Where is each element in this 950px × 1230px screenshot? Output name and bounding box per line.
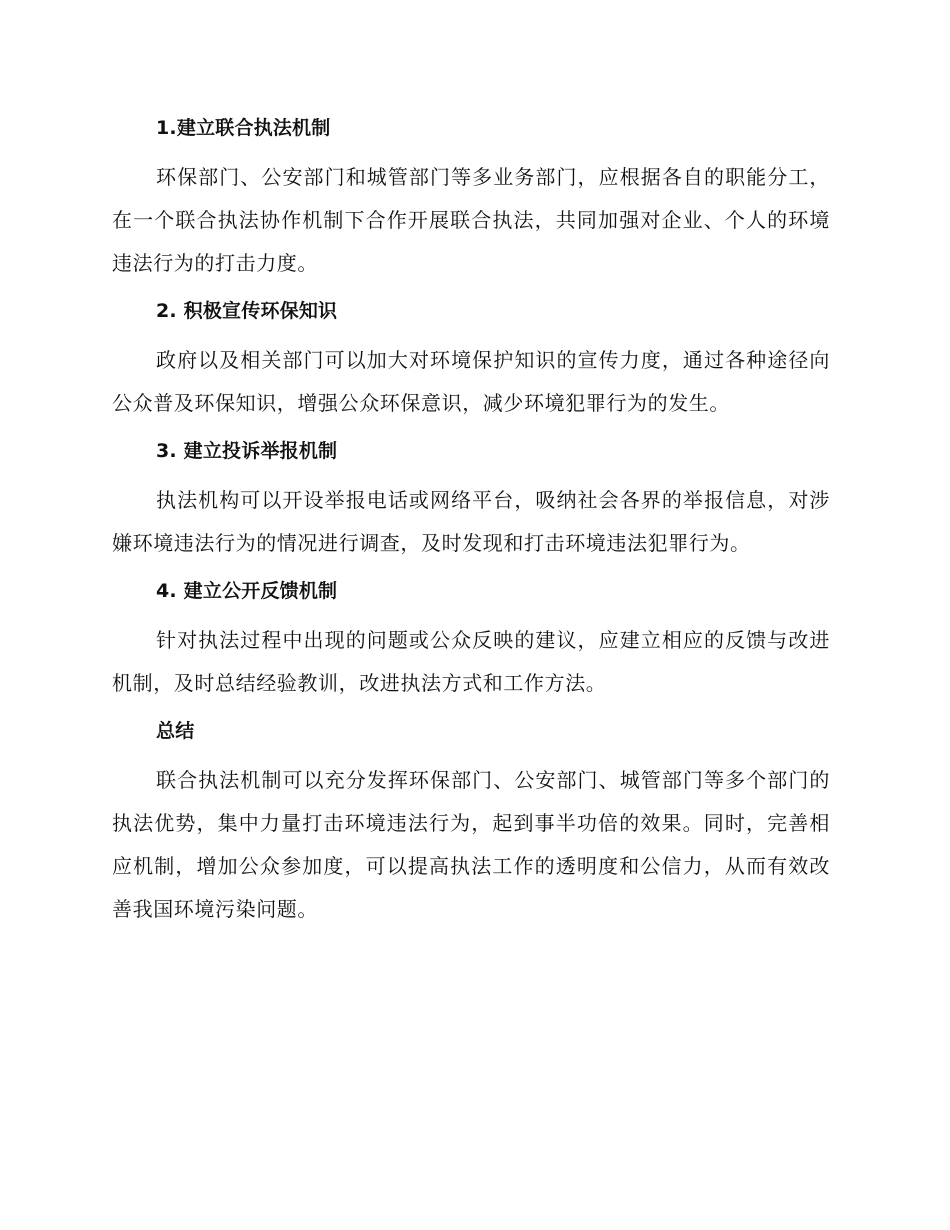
section-paragraph-public-feedback: 针对执法过程中出现的问题或公众反映的建议，应建立相应的反馈与改进机制，及时总结经验教训，改进执法方式和工作方法。	[112, 628, 830, 695]
section-heading-joint-enforcement: 1.建立联合执法机制	[156, 117, 331, 139]
section-paragraph-summary: 联合执法机制可以充分发挥环保部门、公安部门、城管部门等多个部门的执法优势，集中力量打击环境违法行为，起到事半功倍的效果。同时，完善相应机制，增加公众参加度，可以提高执法工作的透明度和公信力，从而有效改善我国环境污染问题。	[112, 768, 830, 921]
section-heading-public-feedback: 4. 建立公开反馈机制	[156, 580, 338, 602]
section-paragraph-publicity: 政府以及相关部门可以加大对环境保护知识的宣传力度，通过各种途径向公众普及环保知识，增强公众环保意识，减少环境犯罪行为的发生。	[112, 348, 830, 415]
section-heading-summary: 总结	[156, 720, 195, 742]
section-paragraph-complaint-reporting: 执法机构可以开设举报电话或网络平台，吸纳社会各界的举报信息，对涉嫌环境违法行为的情况进行调查，及时发现和打击环境违法犯罪行为。	[112, 488, 830, 555]
section-heading-publicity: 2. 积极宣传环保知识	[156, 300, 338, 322]
section-heading-complaint-reporting: 3. 建立投诉举报机制	[156, 440, 338, 462]
document-page	[112, 110, 830, 939]
section-paragraph-joint-enforcement: 环保部门、公安部门和城管部门等多业务部门，应根据各自的职能分工，在一个联合执法协作机制下合作开展联合执法，共同加强对企业、个人的环境违法行为的打击力度。	[112, 165, 830, 275]
